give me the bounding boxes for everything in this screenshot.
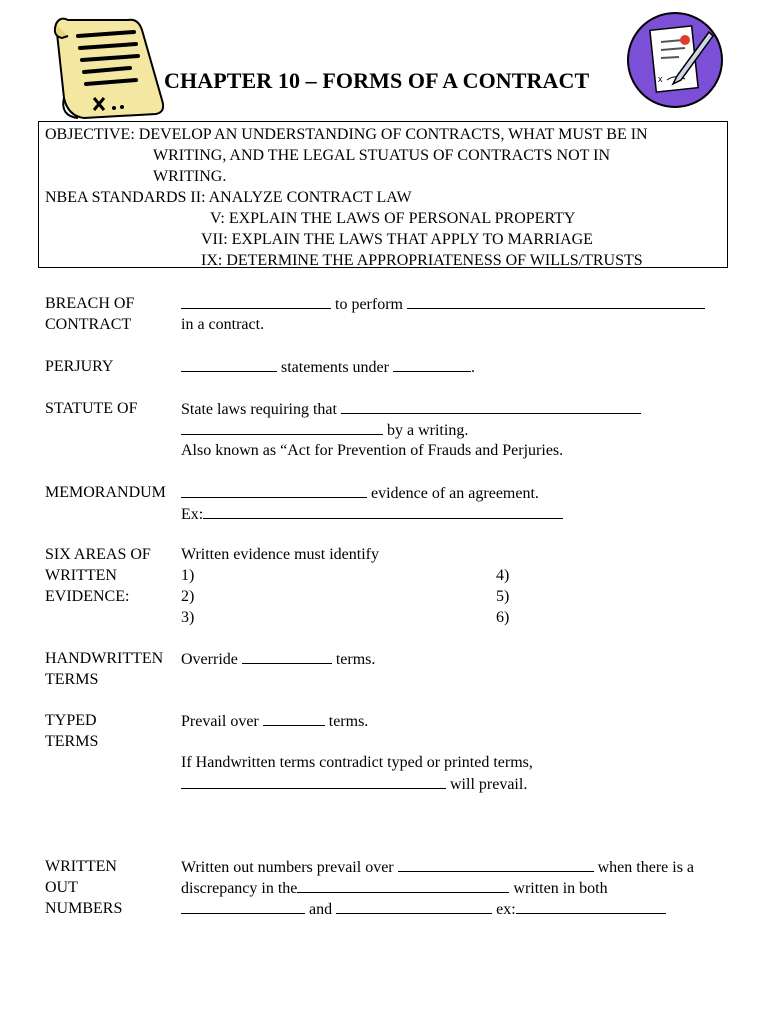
written-text-3a: and (309, 901, 333, 918)
term-breach-1: BREACH OF (45, 295, 135, 312)
statute-text-2: by a writing. (387, 422, 469, 439)
standard-ix: IX: DETERMINE THE APPROPRIATENESS OF WILLS/TRUSTS (201, 252, 643, 269)
breach-line-1 (181, 293, 705, 315)
fill-blank[interactable] (181, 898, 305, 914)
six-item-4: 4) (496, 567, 510, 584)
term-perjury: PERJURY (45, 358, 114, 375)
handwritten-line (181, 648, 375, 670)
written-text-1a: Written out numbers prevail over (181, 859, 394, 876)
fill-blank[interactable] (341, 398, 641, 414)
statute-line-1 (181, 398, 641, 420)
typed-text-a: Prevail over (181, 713, 259, 730)
typed-text-3: will prevail. (450, 776, 528, 793)
fill-blank[interactable] (181, 482, 367, 498)
written-line-3 (181, 898, 666, 920)
fill-blank[interactable] (393, 356, 471, 372)
perjury-text: statements under (281, 359, 389, 376)
term-memorandum: MEMORANDUM (45, 484, 166, 501)
fill-blank[interactable] (181, 773, 446, 789)
standard-vii: VII: EXPLAIN THE LAWS THAT APPLY TO MARRIAGE (201, 231, 593, 248)
term-written-2: OUT (45, 879, 78, 896)
fill-blank[interactable] (181, 293, 331, 309)
typed-line-3 (181, 773, 527, 795)
memo-text-1: evidence of an agreement. (371, 485, 539, 502)
fill-blank[interactable] (407, 293, 705, 309)
written-line-1 (181, 856, 694, 878)
term-six-3: EVIDENCE: (45, 588, 130, 605)
memo-line-1 (181, 482, 539, 504)
fill-blank[interactable] (181, 356, 277, 372)
term-six-1: SIX AREAS OF (45, 546, 151, 563)
scroll-document-icon (38, 12, 170, 124)
written-text-1b: when there is a (597, 859, 695, 876)
objective-line-2: WRITING, AND THE LEGAL STUATUS OF CONTRACTS NOT IN (153, 147, 611, 164)
statute-text-1: State laws requiring that (181, 401, 337, 418)
memo-ex: Ex: (181, 506, 204, 523)
standards-line: NBEA STANDARDS II: ANALYZE CONTRACT LAW (45, 189, 412, 206)
written-text-2a: discrepancy in the (181, 880, 298, 897)
term-six-2: WRITTEN (45, 567, 117, 584)
fill-blank[interactable] (242, 648, 332, 664)
perjury-line (181, 356, 475, 378)
term-typed-1: TYPED (45, 712, 97, 729)
six-item-3: 3) (181, 609, 195, 626)
signed-contract-pen-icon (625, 10, 725, 110)
statute-line-2 (181, 419, 468, 441)
written-text-3b: ex: (496, 901, 516, 918)
standard-v: V: EXPLAIN THE LAWS OF PERSONAL PROPERTY (210, 210, 576, 227)
written-line-2 (181, 877, 608, 899)
perjury-period: . (470, 359, 475, 376)
objective-line-1: OBJECTIVE: DEVELOP AN UNDERSTANDING OF CONTRACTS, WHAT MUST BE IN (45, 126, 648, 143)
contract-x-mark: x (658, 74, 663, 84)
written-text-2b: written in both (513, 880, 608, 897)
term-typed-2: TERMS (45, 733, 99, 750)
breach-line-2: in a contract. (181, 316, 265, 333)
term-written-3: NUMBERS (45, 900, 123, 917)
term-breach-2: CONTRACT (45, 316, 132, 333)
six-item-6: 6) (496, 609, 510, 626)
typed-text-b: terms. (328, 713, 369, 730)
handwritten-text-b: terms. (335, 651, 376, 668)
typed-line-1 (181, 710, 368, 732)
six-item-5: 5) (496, 588, 510, 605)
term-written-1: WRITTEN (45, 858, 117, 875)
six-text: Written evidence must identify (181, 546, 379, 563)
term-handwritten-1: HANDWRITTEN (45, 650, 164, 667)
statute-line-3: Also known as “Act for Prevention of Frauds and Perjuries. (181, 442, 564, 459)
fill-blank[interactable] (203, 503, 563, 519)
memo-line-2 (181, 503, 563, 525)
fill-blank[interactable] (516, 898, 666, 914)
typed-line-2: If Handwritten terms contradict typed or printed terms, (181, 754, 533, 771)
fill-blank[interactable] (263, 710, 325, 726)
term-statute: STATUTE OF (45, 400, 138, 417)
breach-text-1: to perform (335, 296, 403, 313)
fill-blank[interactable] (297, 877, 509, 893)
six-item-1: 1) (181, 567, 195, 584)
page-title: CHAPTER 10 – FORMS OF A CONTRACT (164, 68, 590, 93)
term-handwritten-2: TERMS (45, 671, 99, 688)
fill-blank[interactable] (181, 419, 383, 435)
objective-line-3: WRITING. (153, 168, 227, 185)
handwritten-text-a: Override (181, 651, 238, 668)
fill-blank[interactable] (336, 898, 492, 914)
fill-blank[interactable] (398, 856, 594, 872)
six-item-2: 2) (181, 588, 195, 605)
